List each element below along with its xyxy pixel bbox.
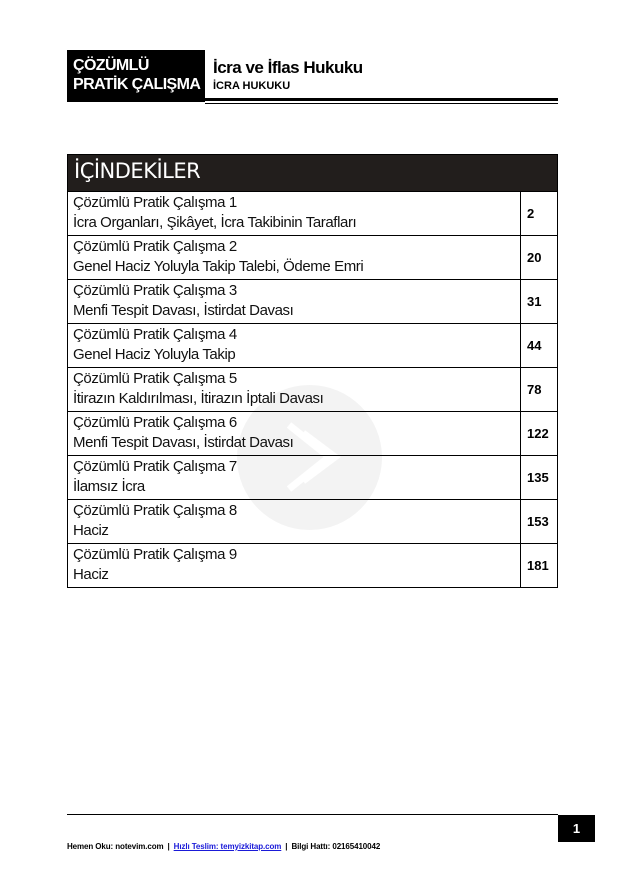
toc-entry-subtitle: Genel Haciz Yoluyla Takip [73,346,236,363]
toc-row[interactable] [68,368,557,412]
toc-entry-page: 181 [527,558,549,573]
footer-separator: | [285,842,288,851]
toc-entry-page: 135 [527,470,549,485]
toc-row[interactable] [68,324,557,368]
brand-line-2: PRATİK ÇALIŞMA [73,76,201,93]
toc-entry-subtitle: Menfi Tespit Davası, İstirdat Davası [73,302,294,319]
series-brand [67,50,205,102]
toc-entry-subtitle: Haciz [73,566,109,583]
toc-entry-text [68,280,521,323]
toc-entry-text [68,236,521,279]
toc-entry-text [68,456,521,499]
toc-entry-page: 44 [527,338,542,353]
footer-rule [67,814,558,815]
brand-line-1: ÇÖZÜMLÜ [73,57,149,74]
toc-entry-subtitle: İtirazın Kaldırılması, İtirazın İptali Davası [73,390,324,407]
footer-contact [67,842,380,851]
toc-row[interactable] [68,500,557,544]
toc-entry-text [68,368,521,411]
toc-entry-text [68,500,521,543]
toc-entry-text [68,544,521,587]
footer-read-link[interactable]: Hemen Oku: notevim.com [67,842,164,851]
toc-entry-title: Çözümlü Pratik Çalışma 3 [73,282,237,299]
toc-entry-page: 2 [527,206,535,221]
header-rule-thin [205,103,558,104]
footer-delivery-link[interactable]: Hızlı Teslim: temyizkitap.com [173,842,282,851]
toc-row[interactable] [68,412,557,456]
toc-entry-title: Çözümlü Pratik Çalışma 2 [73,238,237,255]
toc-row[interactable] [68,280,557,324]
footer-phone: Bilgi Hattı: 02165410042 [291,842,381,851]
toc-entry-subtitle: Genel Haciz Yoluyla Takip Talebi, Ödeme Emri [73,258,364,275]
book-title: İcra ve İflas Hukuku [213,58,363,77]
toc-entry-page: 20 [527,250,542,265]
toc-entry-subtitle: İlamsız İcra [73,478,145,495]
toc-entry-title: Çözümlü Pratik Çalışma 7 [73,458,237,475]
toc-entry-subtitle: İcra Organları, Şikâyet, İcra Takibinin Tarafları [73,214,357,231]
book-subtitle: İCRA HUKUKU [213,80,291,92]
toc-entry-title: Çözümlü Pratik Çalışma 9 [73,546,237,563]
toc-entry-title: Çözümlü Pratik Çalışma 8 [73,502,237,519]
toc-entry-title: Çözümlü Pratik Çalışma 5 [73,370,237,387]
toc-row[interactable] [68,544,557,588]
toc-entry-text [68,412,521,455]
toc-entry-page: 153 [527,514,549,529]
toc-row[interactable] [68,192,557,236]
toc-entry-page: 122 [527,426,549,441]
footer-separator: | [167,842,170,851]
toc-entry-page: 31 [527,294,542,309]
toc-row[interactable] [68,236,557,280]
toc-entry-text [68,192,521,235]
toc-heading: İÇİNDEKİLER [67,154,558,192]
toc-row[interactable] [68,456,557,500]
table-of-contents [67,154,558,588]
toc-entry-page: 78 [527,382,542,397]
toc-entry-text [68,324,521,367]
toc-entry-title: Çözümlü Pratik Çalışma 4 [73,326,237,343]
book-info [213,58,363,94]
toc-entry-title: Çözümlü Pratik Çalışma 6 [73,414,237,431]
toc-entry-subtitle: Haciz [73,522,109,539]
page-header [67,50,558,102]
header-rule-thick [205,98,558,101]
toc-entry-subtitle: Menfi Tespit Davası, İstirdat Davası [73,434,294,451]
page-number: 1 [558,815,595,842]
toc-entry-title: Çözümlü Pratik Çalışma 1 [73,194,237,211]
toc-rows [67,192,558,588]
